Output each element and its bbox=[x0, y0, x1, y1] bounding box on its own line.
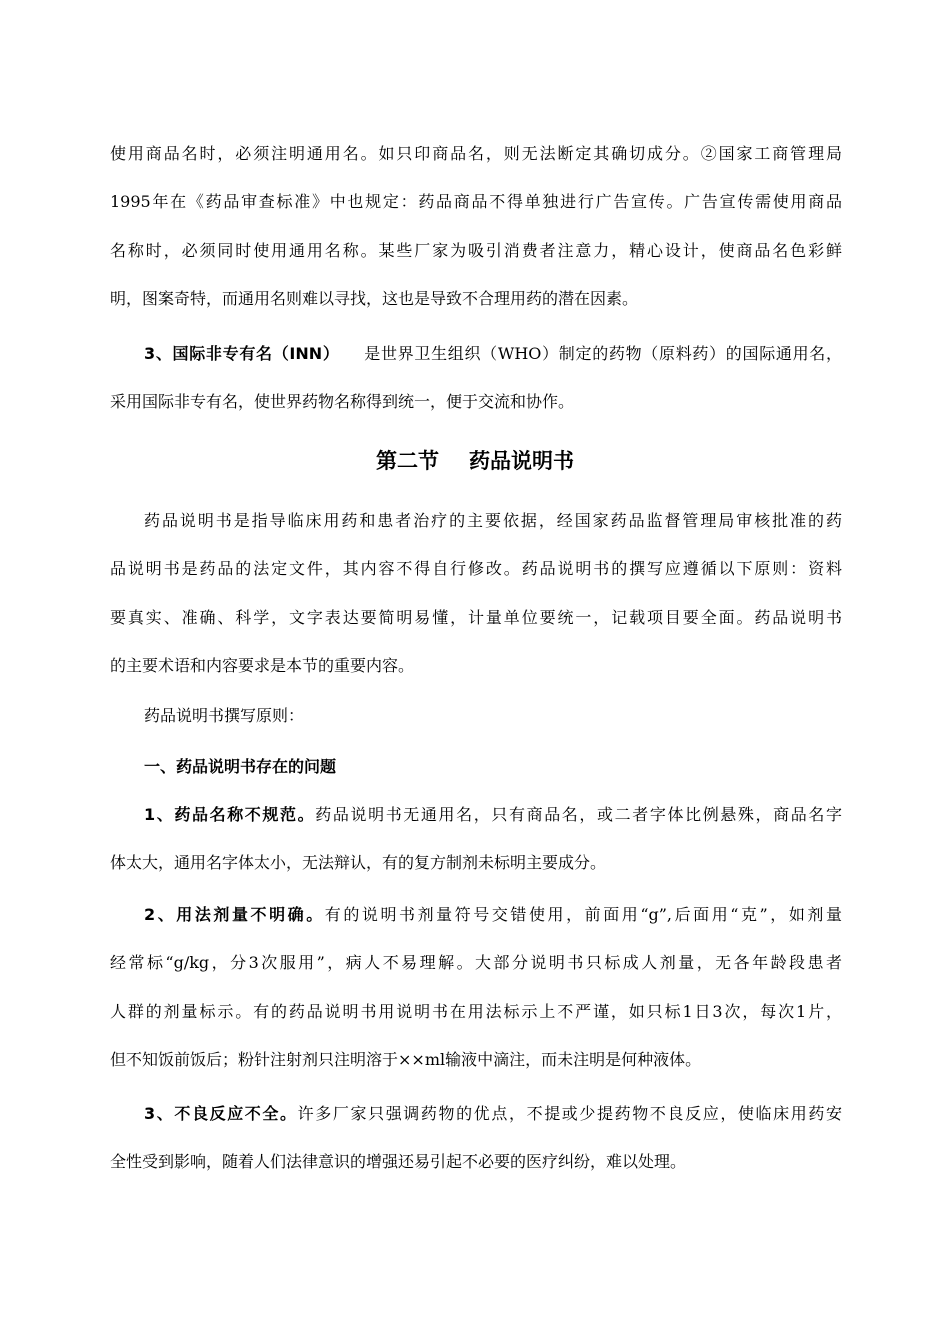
item-2-text: 有的说明书剂量符号交错使用，前面用“g”,后面用“克”，如剂量 bbox=[324, 905, 842, 924]
paragraph-3-line-1: 药品说明书是指导临床用药和患者治疗的主要依据，经国家药品监督管理局审核批准的药 bbox=[144, 511, 842, 530]
paragraph-3-line-4: 的主要术语和内容要求是本节的重要内容。 bbox=[110, 656, 415, 675]
inn-term: 3、国际非专有名（INN） bbox=[144, 344, 340, 363]
item-1-line-1 bbox=[144, 803, 842, 827]
item-1-line-2: 体太大，通用名字体太小，无法辩认，有的复方制剂未标明主要成分。 bbox=[110, 853, 607, 872]
section-title: 药品说明书 bbox=[469, 448, 574, 473]
paragraph-2-line-2: 采用国际非专有名，使世界药物名称得到统一，便于交流和协作。 bbox=[110, 392, 575, 411]
section-heading bbox=[0, 446, 950, 476]
item-2-title: 2、用法剂量不明确。 bbox=[144, 905, 325, 924]
section-number: 第二节 bbox=[376, 448, 439, 473]
item-3-title: 3、不良反应不全。 bbox=[144, 1104, 298, 1123]
item-2-line-3: 人群的剂量标示。有的药品说明书用说明书在用法标示上不严谨，如只标1日3次，每次1片， bbox=[110, 1002, 842, 1021]
paragraph-3-line-3: 要真实、准确、科学，文字表达要简明易懂，计量单位要统一，记载项目要全面。药品说明书 bbox=[110, 608, 842, 627]
item-2-line-2: 经常标“g/kg，分3次服用”，病人不易理解。大部分说明书只标成人剂量，无各年龄段患者 bbox=[110, 953, 842, 972]
item-1-title: 1、药品名称不规范。 bbox=[144, 805, 316, 824]
item-3-line-2: 全性受到影响，随着人们法律意识的增强还易引起不必要的医疗纠纷，难以处理。 bbox=[110, 1152, 687, 1171]
paragraph-1-line-2: 1995年在《药品审查标准》中也规定：药品商品不得单独进行广告宣传。广告宣传需使用商品 bbox=[110, 192, 842, 211]
item-2-line-1 bbox=[144, 903, 842, 927]
item-3-line-1 bbox=[144, 1102, 842, 1126]
item-2-line-4: 但不知饭前饭后；粉针注射剂只注明溶于××ml输液中滴注，而未注明是何种液体。 bbox=[110, 1050, 702, 1069]
subheading-problems: 一、药品说明书存在的问题 bbox=[144, 757, 337, 776]
paragraph-4: 药品说明书撰写原则： bbox=[144, 706, 305, 725]
paragraph-1-line-3: 名称时，必须同时使用通用名称。某些厂家为吸引消费者注意力，精心设计，使商品名色彩鲜 bbox=[110, 241, 842, 260]
inn-definition: 是世界卫生组织（WHO）制定的药物（原料药）的国际通用名， bbox=[363, 344, 842, 363]
paragraph-1-line-4: 明，图案奇特，而通用名则难以寻找，这也是导致不合理用药的潜在因素。 bbox=[110, 289, 639, 308]
item-3-text: 许多厂家只强调药物的优点，不提或少提药物不良反应，使临床用药安 bbox=[297, 1104, 842, 1123]
item-1-text: 药品说明书无通用名，只有商品名，或二者字体比例悬殊，商品名字 bbox=[315, 805, 842, 824]
paragraph-1-line-1: 使用商品名时，必须注明通用名。如只印商品名，则无法断定其确切成分。②国家工商管理局 bbox=[110, 144, 842, 163]
paragraph-3-line-2: 品说明书是药品的法定文件，其内容不得自行修改。药品说明书的撰写应遵循以下原则：资料 bbox=[110, 559, 842, 578]
paragraph-2-line-1 bbox=[144, 342, 842, 366]
